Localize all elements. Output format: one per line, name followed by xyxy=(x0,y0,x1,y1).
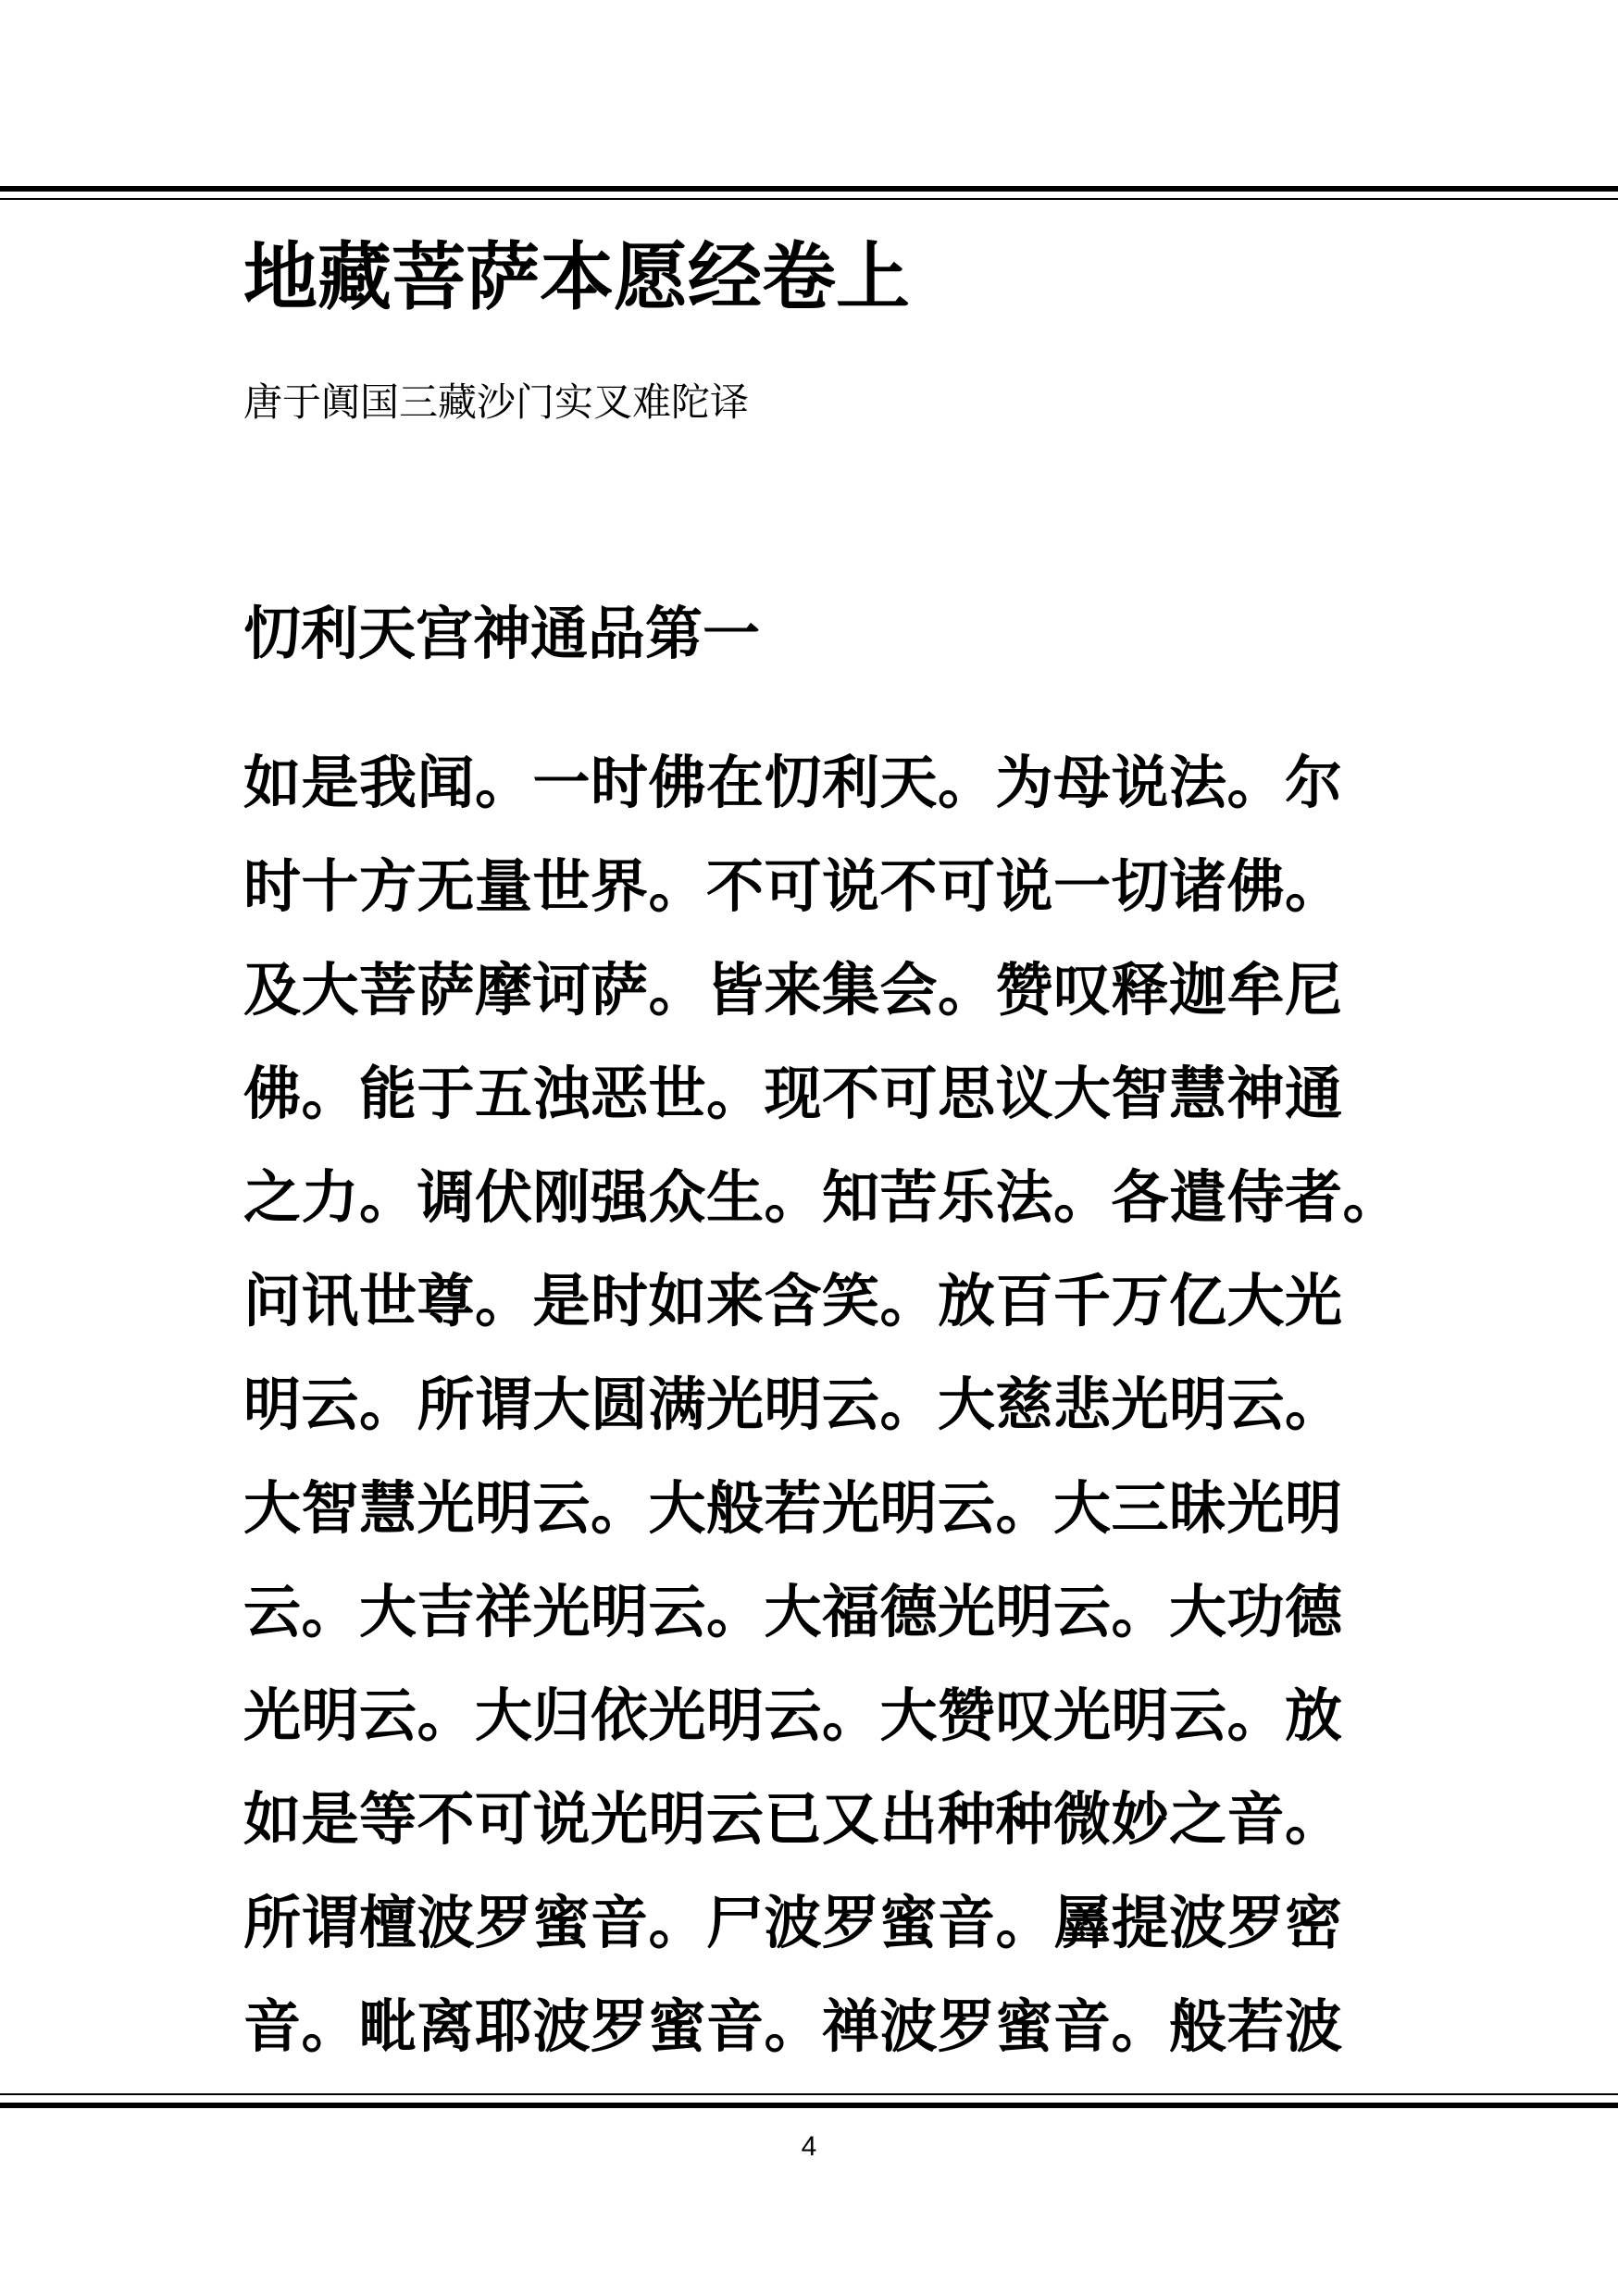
body-line: 及大菩萨摩诃萨。皆来集会。赞叹释迦牟尼 xyxy=(243,956,1343,1024)
translator-line: 唐于阗国三藏沙门实叉难陀译 xyxy=(243,379,750,425)
page-number: 4 xyxy=(801,2131,817,2162)
body-line: 之力。调伏刚强众生。知苦乐法。各遣侍者。 xyxy=(243,1163,1401,1231)
body-line: 问讯世尊。是时如来含笑。放百千万亿大光 xyxy=(243,1267,1343,1334)
chapter-heading: 忉利天宫神通品第一 xyxy=(243,600,761,667)
body-line: 所谓檀波罗蜜音。尸波罗蜜音。羼提波罗密 xyxy=(243,1889,1343,1956)
body-line: 光明云。大归依光明云。大赞叹光明云。放 xyxy=(243,1682,1343,1749)
body-line: 音。毗离耶波罗蜜音。禅波罗蜜音。般若波 xyxy=(243,1992,1343,2060)
body-line: 时十方无量世界。不可说不可说一切诸佛。 xyxy=(243,852,1343,920)
page-title: 地藏菩萨本愿经卷上 xyxy=(243,234,910,320)
bottom-rule-thick xyxy=(0,2103,1618,2108)
body-line: 如是等不可说光明云已又出种种微妙之音。 xyxy=(243,1785,1343,1853)
body-line: 云。大吉祥光明云。大福德光明云。大功德 xyxy=(243,1578,1343,1645)
body-line: 大智慧光明云。大般若光明云。大三昧光明 xyxy=(243,1474,1343,1542)
bottom-rule-thin xyxy=(0,2093,1618,2095)
body-text xyxy=(243,731,1410,2079)
top-rule-thick xyxy=(0,186,1618,192)
body-line: 明云。所谓大圆满光明云。大慈悲光明云。 xyxy=(243,1371,1343,1438)
body-line: 佛。能于五浊恶世。现不可思议大智慧神通 xyxy=(243,1060,1343,1127)
body-line: 如是我闻。一时佛在忉利天。为母说法。尔 xyxy=(243,749,1343,816)
top-rule-thin xyxy=(0,198,1618,200)
